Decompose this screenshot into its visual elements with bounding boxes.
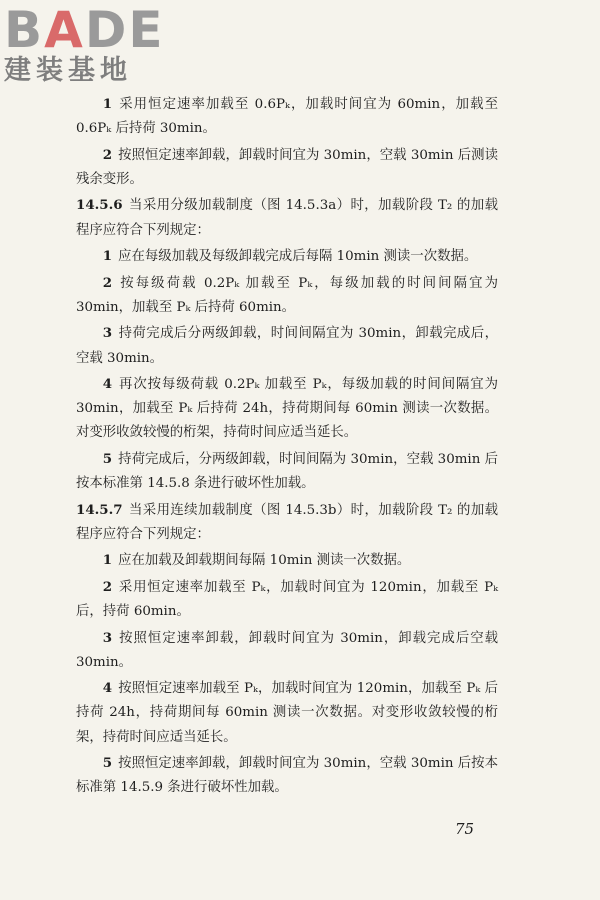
- list-item: [76, 447, 498, 496]
- page-number: 75: [455, 820, 475, 838]
- paragraph-text: 采用恒定速率加载至 0.6Pₖ，加载时间宜为 60min，加载至 0.6Pₖ 后持荷 30min。: [76, 97, 498, 137]
- paragraph-text: 持荷完成后分两级卸载，时间间隔宜为 30min，卸载完成后，空载 30min。: [76, 326, 498, 366]
- list-item: [76, 548, 498, 573]
- list-item: [76, 92, 498, 141]
- paragraph-text: 采用恒定速率加载至 Pₖ，加载时间宜为 120min，加载至 Pₖ 后，持荷 60min。: [76, 579, 498, 620]
- paragraph-text: 当采用连续加载制度（图 14.5.3b）时，加载阶段 T₂ 的加载程序应符合下列规定：: [76, 502, 498, 542]
- paragraph-text: 按照恒定速率加载至 Pₖ，加载时间宜为 120min，加载至 Pₖ 后持荷 24h，持荷期间每 60min 测读一次数据。对变形收敛较慢的桁架，持荷时间应适当延长。: [76, 681, 498, 745]
- list-item: [76, 244, 498, 269]
- list-item: [76, 575, 498, 624]
- item-number: 5: [102, 755, 113, 772]
- paragraph-text: 按每级荷载 0.2Pₖ 加载至 Pₖ，每级加载的时间间隔宜为 30min，加载至 Pₖ 后持荷 60min。: [76, 275, 498, 315]
- logo-letters-de: DE: [84, 1, 165, 59]
- item-number: 2: [102, 274, 113, 291]
- logo-letter-a: A: [44, 1, 85, 59]
- item-number: 1: [102, 248, 113, 265]
- paragraph-text: 再次按每级荷载 0.2Pₖ 加载至 Pₖ，每级加载的时间间隔宜为 30min，加载至 Pₖ 后持荷 24h，持荷期间每 60min 测读一次数据。对变形收敛较慢的桁架，持荷时间应适当延长。: [76, 377, 498, 441]
- paragraph-text: 按照恒定速率卸载，卸载时间宜为 30min，空载 30min 后按本标准第 14.5.9 条进行破坏性加载。: [76, 756, 498, 796]
- item-number: 3: [102, 629, 113, 646]
- paragraph-text: 当采用分级加载制度（图 14.5.3a）时，加载阶段 T₂ 的加载程序应符合下列规定：: [76, 198, 498, 238]
- paragraph-text: 持荷完成后，分两级卸载，时间间隔为 30min，空载 30min 后按本标准第 14.5.8 条进行破坏性加载。: [76, 451, 498, 492]
- list-item: [76, 372, 498, 446]
- section-clause: [76, 498, 498, 547]
- list-item: [76, 321, 498, 370]
- section-number: 14.5.7: [76, 501, 123, 518]
- list-item: [76, 271, 498, 320]
- section-clause: [76, 193, 498, 242]
- item-number: 5: [102, 450, 113, 467]
- paragraph-text: 应在每级加载及每级卸载完成后每隔 10min 测读一次数据。: [118, 249, 478, 265]
- item-number: 4: [102, 680, 113, 697]
- list-item: [76, 676, 498, 750]
- list-item: [76, 143, 498, 192]
- item-number: 3: [102, 325, 113, 342]
- logo-wordmark: [4, 2, 184, 58]
- list-item: [76, 751, 498, 800]
- paragraph-text: 按照恒定速率卸载，卸载时间宜为 30min，卸载完成后空载 30min。: [76, 630, 498, 670]
- item-number: 2: [102, 578, 113, 595]
- logo-letter-b: B: [4, 1, 45, 59]
- list-item: [76, 626, 498, 675]
- paragraph-text: 按照恒定速率卸载，卸载时间宜为 30min，空载 30min 后测读残余变形。: [76, 147, 498, 187]
- paragraph-text: 应在加载及卸载期间每隔 10min 测读一次数据。: [118, 553, 411, 569]
- section-number: 14.5.6: [76, 197, 123, 214]
- bade-logo: [4, 2, 184, 86]
- document-body: [76, 92, 498, 802]
- item-number: 1: [102, 552, 113, 569]
- item-number: 4: [102, 376, 113, 393]
- item-number: 2: [102, 146, 113, 163]
- item-number: 1: [102, 96, 113, 112]
- logo-subtitle: 建装基地: [4, 55, 132, 86]
